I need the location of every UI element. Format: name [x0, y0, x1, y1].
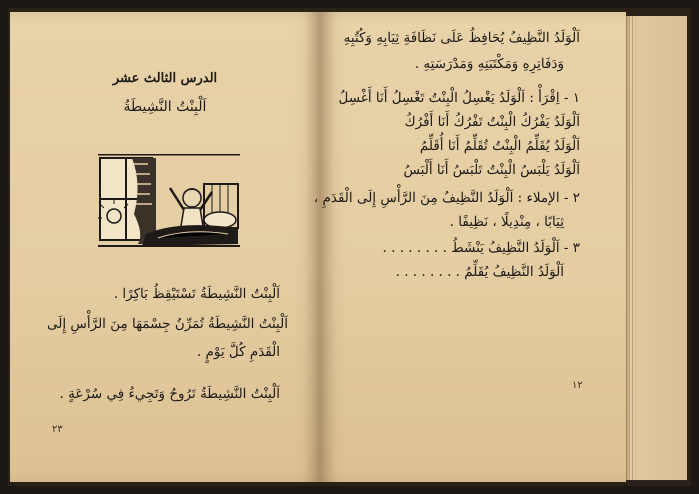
text-line: وَدَفَاتِرِهِ وَمَكْتَبَتِهِ وَمَدْرَسَتِهِ .	[414, 56, 564, 72]
text-line: اَلْوَلَدُ النَّظِيفُ يُحَافِظُ عَلَى نَظَافَةِ ثِيَابِهِ وَكُتُبِهِ	[343, 30, 580, 46]
girl-waking-illustration	[98, 154, 240, 250]
left-page	[10, 12, 320, 482]
text-line: اَلْوَلَدُ يُقَلِّمُ الْبِنْتُ تُقَلِّمُ أَنَا أُقَلِّمُ	[419, 138, 580, 154]
text-line: الْقَدَمِ كُلَّ يَوْمٍ .	[196, 344, 280, 360]
text-line: ٢ - الإملاء : اَلْوَلَدُ النَّظِيفُ مِنَ الرَّأْسِ إِلَى الْقَدَمِ ،	[313, 190, 580, 206]
text-line: ١ - اِقْرَأْ : اَلْوَلَدُ يَغْسِلُ الْبِنْتُ تَغْسِلُ أَنَا أَغْسِلُ	[338, 90, 580, 106]
text-line: اَلْوَلَدُ يَلْبَسُ الْبِنْتُ تَلْبَسُ أَنَا أَلْبَسُ	[403, 162, 580, 178]
text-line: ٣ - اَلْوَلَدُ النَّظِيفُ يَنْشَطُ . . . . . . . .	[382, 240, 580, 256]
text-line: اَلْوَلَدُ يَفْرُكُ الْبِنْتُ تَفْرُكُ أَنَا أَفْرُكُ	[404, 114, 580, 130]
text-line: ثِيَابًا ، مِنْدِيلًا ، نَظِيفًا .	[449, 214, 564, 230]
right-page	[313, 12, 626, 482]
text-line: اَلْبِنْتُ النَّشِيطَةُ تَرُوحُ وَتَجِيءُ فِي سُرْعَةٍ .	[59, 386, 280, 402]
text-line: اَلْوَلَدُ النَّظِيفُ يُقَلِّمُ . . . . . . . .	[395, 264, 564, 280]
page-edges	[626, 16, 687, 480]
page-number: ١٢	[572, 380, 583, 391]
lesson-title: الدرس الثالث عشر	[112, 71, 218, 86]
page-number: ٢٣	[52, 424, 63, 435]
text-line: اَلْبِنْتُ النَّشِيطَةُ تُمَرِّنُ جِسْمَهَا مِنَ الرَّأْسِ إِلَى	[46, 316, 288, 332]
open-book	[8, 8, 691, 486]
text-line: اَلْبِنْتُ النَّشِيطَةُ تَسْتَيْقِظُ بَاكِرًا .	[113, 286, 280, 302]
lesson-subtitle: اَلْبِنْتُ النَّشِيطَةُ	[123, 99, 207, 115]
